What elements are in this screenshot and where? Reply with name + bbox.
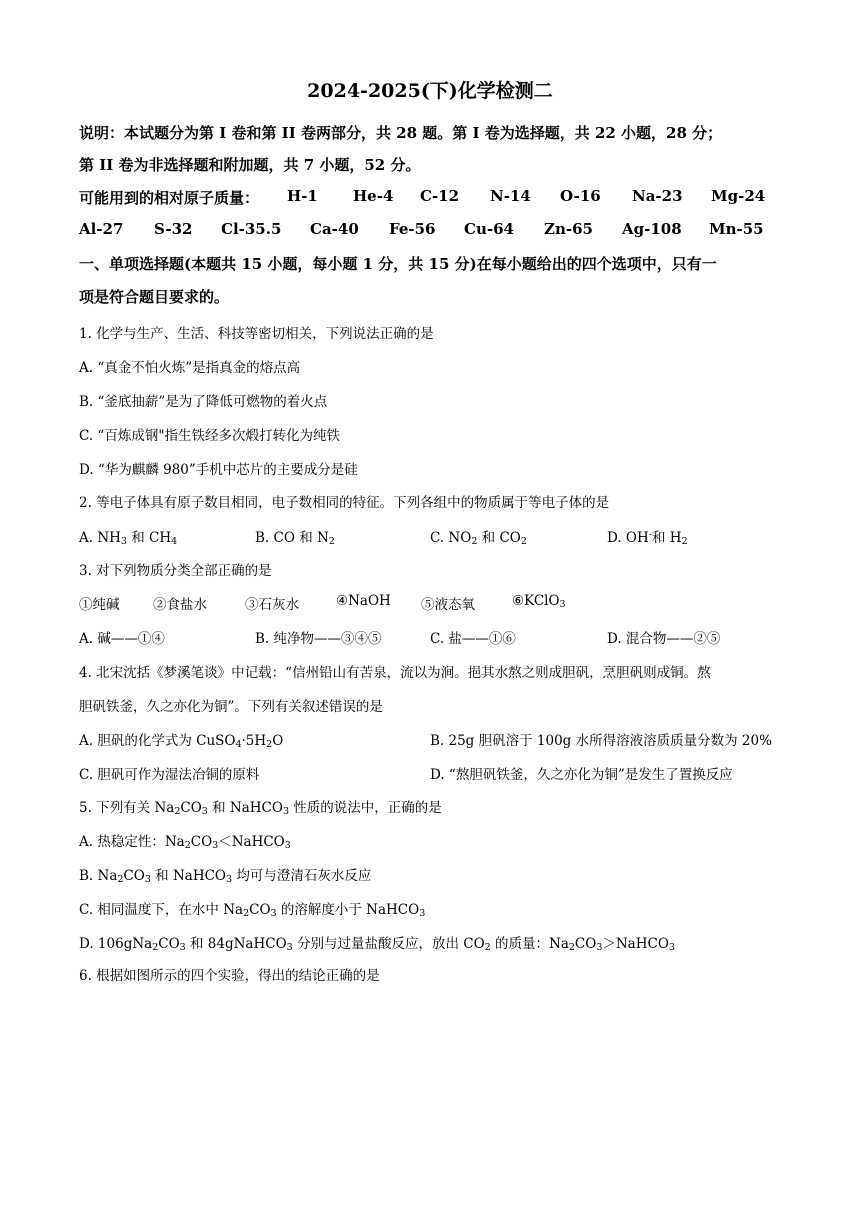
q3-item: ⑤液态氧 [421,597,475,613]
q3-item: ④NaOH [336,593,391,609]
atomic-mass-item: Al-27 [79,220,124,238]
exam-title: 2024-2025(下)化学检测二 [307,80,553,102]
q5-option-c: C. 相同温度下，在水中 $Na_2CO_3$ 的溶解度小于 NaHCO$_3$ [79,902,426,919]
q5-stem: 5. 下列有关 $Na_2CO_3$ 和 NaHCO$_3$ 性质的说法中，正确的是 [79,800,442,817]
atomic-mass-item: Na-23 [632,187,683,205]
atomic-mass-item: Ca-40 [310,220,359,238]
q6-stem: 6. 根据如图所示的四个实验，得出的结论正确的是 [79,968,380,984]
instructions-line-2: 第 II 卷为非选择题和附加题，共 7 小题，52 分。 [79,156,421,174]
q4-option-d: D. “熬胆矾铁釜，久之亦化为铜”是发生了置换反应 [430,767,733,783]
q5-option-a: A. 热稳定性：$Na_2CO_3<NaHCO_3$ [79,834,291,851]
atomic-mass-item: C-12 [420,187,460,205]
section-heading-line-1: 一、单项选择题(本题共 15 小题，每小题 1 分，共 15 分)在每小题给出的四个选项中，只有一 [79,255,717,273]
q2-option-a: A. $NH_3$ 和 $CH_4$ [79,530,178,547]
q4-stem-line-2: 胆矾铁釜，久之亦化为铜”。下列有关叙述错误的是 [79,699,383,715]
atomic-mass-label: 可能用到的相对原子质量： [79,189,260,207]
q5-option-b: B. $Na_2CO_3$ 和 NaHCO$_3$ 均可与澄清石灰水反应 [79,868,372,885]
q2-option-d: D. OH-和 $H_2$ [607,529,688,547]
q3-stem: 3. 对下列物质分类全部正确的是 [79,563,272,579]
q3-option-a: A. 碱——①④ [79,631,165,647]
q1-option-d: D. “华为麒麟 980”手机中芯片的主要成分是硅 [79,462,358,478]
q1-option-b: B. “釜底抽薪”是为了降低可燃物的着火点 [79,394,328,410]
q3-item: ③石灰水 [245,597,299,613]
atomic-mass-item: Mg-24 [711,187,766,205]
atomic-mass-item: Zn-65 [544,220,593,238]
q3-item: ⑥KClO$_3$ [512,593,566,610]
atomic-mass-item: N-14 [490,187,531,205]
q1-option-a: A. “真金不怕火炼”是指真金的熔点高 [79,360,301,376]
q3-option-d: D. 混合物——②⑤ [607,631,721,647]
atomic-mass-item: Ag-108 [622,220,682,238]
q2-option-b: B. CO 和 $N_2$ [255,530,335,547]
q3-item: ①纯碱 [79,597,120,613]
q3-option-b: B. 纯净物——③④⑤ [255,631,382,647]
q4-option-b: B. 25g 胆矾溶于 100g 水所得溶液溶质质量分数为 20% [430,733,772,749]
atomic-mass-item: Cl-35.5 [221,220,282,238]
atomic-mass-item: H-1 [287,187,318,205]
q3-item: ②食盐水 [153,597,207,613]
q4-stem-line-1: 4. 北宋沈括《梦溪笔谈》中记载：“信州铅山有苦泉，流以为涧。挹其水熬之则成胆矾，烹胆矾则成铜。熬 [79,665,711,681]
atomic-mass-item: Mn-55 [709,220,764,238]
q4-option-a: A. 胆矾的化学式为 $CuSO_4\cdot 5H_2O$ [79,733,284,750]
atomic-mass-item: Cu-64 [464,220,514,238]
q2-option-c: C. $NO_2$ 和 $CO_2$ [430,530,527,547]
atomic-mass-item: He-4 [353,187,394,205]
q1-option-c: C. “百炼成钢"指生铁经多次煅打转化为纯铁 [79,428,341,444]
q1-stem: 1. 化学与生产、生活、科技等密切相关，下列说法正确的是 [79,326,434,342]
q3-option-c: C. 盐——①⑥ [430,631,516,647]
q2-stem: 2. 等电子体具有原子数目相同，电子数相同的特征。下列各组中的物质属于等电子体的是 [79,495,610,511]
atomic-mass-item: O-16 [560,187,601,205]
atomic-mass-item: S-32 [154,220,193,238]
q5-option-d: D. $106gNa_2CO_3$ 和 84gNaHCO$_3$ 分别与过量盐酸反应，放出 $CO_2$ 的质量：$Na_2CO_3>NaHCO_3$ [79,936,675,953]
section-heading-line-2: 项是符合题目要求的。 [79,288,230,306]
instructions-line-1: 说明：本试题分为第 I 卷和第 II 卷两部分，共 28 题。第 I 卷为选择题，共 22 小题，28 分； [79,124,723,142]
q4-option-c: C. 胆矾可作为湿法冶铜的原料 [79,767,260,783]
atomic-mass-item: Fe-56 [389,220,436,238]
